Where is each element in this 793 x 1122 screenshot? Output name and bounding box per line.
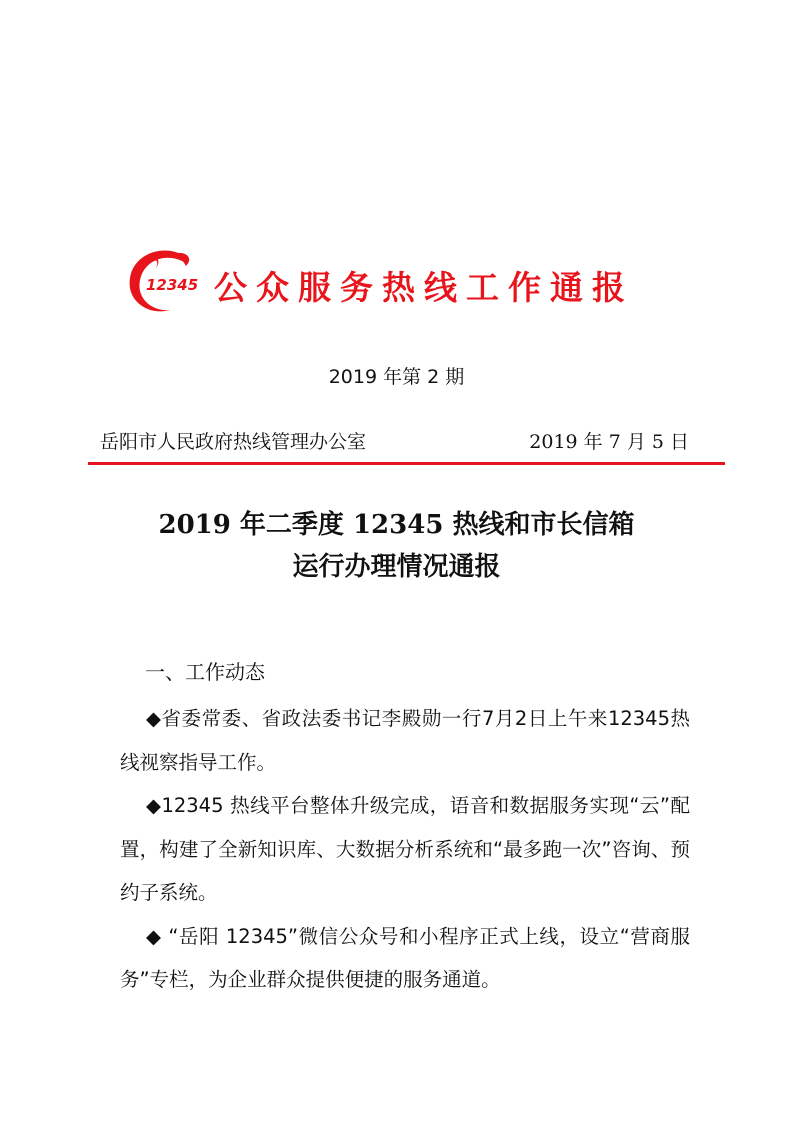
red-divider bbox=[88, 462, 725, 465]
paragraph: ◆省委常委、省政法委书记李殿勋一行7月2日上午来12345热线视察指导工作。 bbox=[120, 707, 690, 774]
issuing-org: 岳阳市人民政府热线管理办公室 bbox=[100, 431, 367, 453]
doc-title-line2: 运行办理情况通报 bbox=[292, 552, 501, 582]
section-body bbox=[120, 697, 690, 1002]
logo-text: 12345 bbox=[146, 276, 199, 294]
doc-title-line1: 2019 年二季度 12345 热线和市长信箱 bbox=[158, 510, 635, 540]
issue-number: 2019 年第 2 期 bbox=[328, 366, 465, 388]
section-heading: 一、工作动态 bbox=[145, 660, 265, 684]
paragraph: ◆ “岳阳 12345”微信公众号和小程序正式上线，设立“营商服务”专栏，为企业群众提供便捷的服务通道。 bbox=[120, 924, 690, 991]
masthead-title: 公众服务热线工作通报 bbox=[214, 268, 634, 307]
paragraph: ◆12345 热线平台整体升级完成，语音和数据服务实现“云”配置，构建了全新知识库、大数据分析系统和“最多跑一次”咨询、预约子系统。 bbox=[120, 794, 690, 904]
hotline-logo-icon bbox=[126, 246, 202, 314]
issue-date: 2019 年 7 月 5 日 bbox=[529, 431, 689, 453]
